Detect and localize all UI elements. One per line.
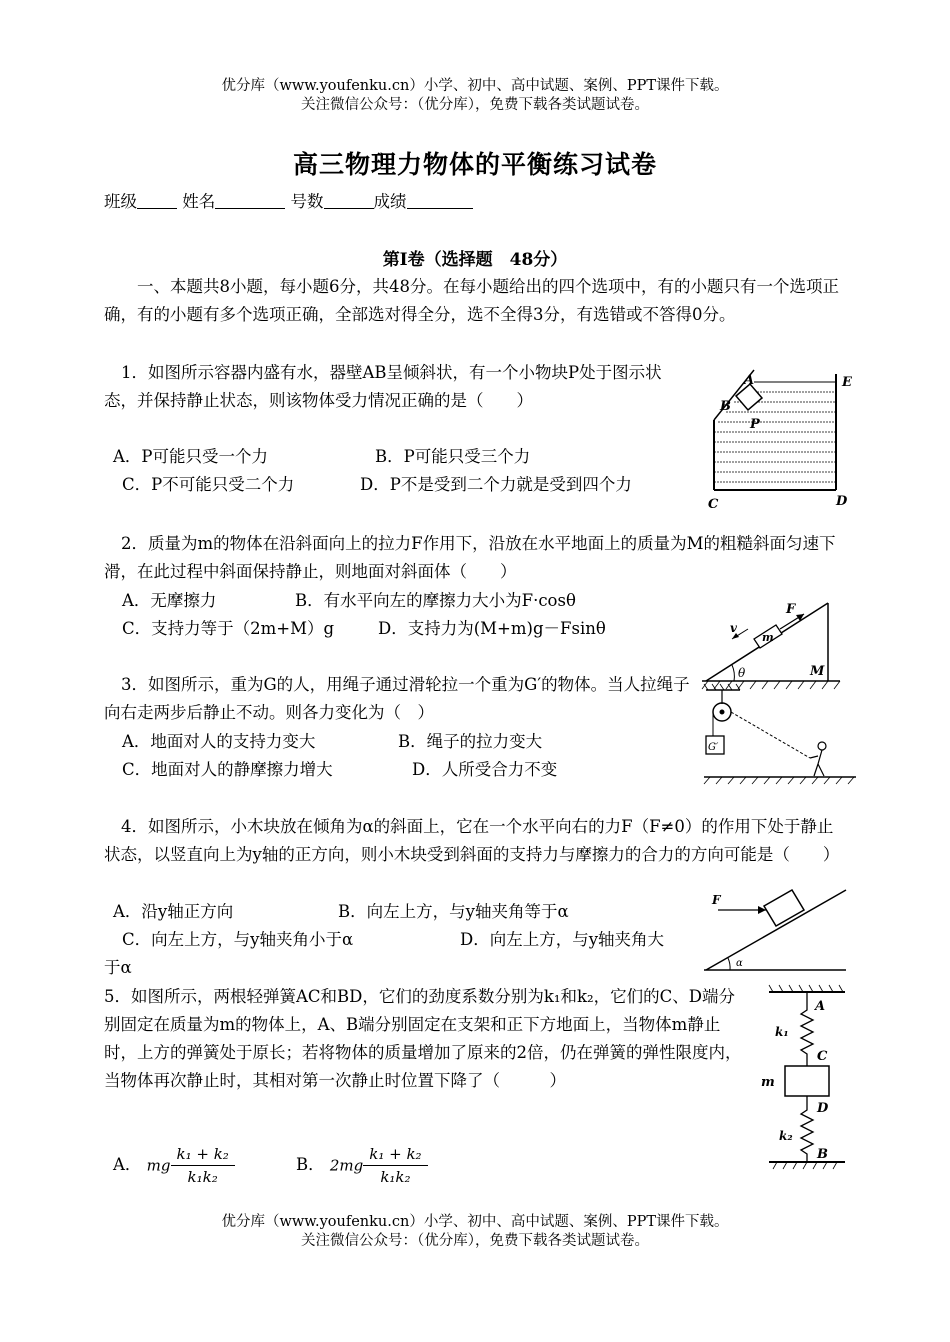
q5-stem: 5．如图所示，两根轻弹簧AC和BD，它们的劲度系数分别为k₁和k₂，它们的C、D端分别固定在质量为m的物体上，A、B端分别固定在支架和正下方地面上，当物体m静止时，上方的弹簧处于原长；若将物体的质量增加了原来的2倍，仍在弹簧的弹性限度内，当物体再次静止时，其相对第一次静止时位置下降了（ ） xyxy=(104,987,742,1090)
header-line-1: 优分库（www.youfenku.cn）小学、初中、高中试题、案例、PPT课件下载。 xyxy=(221,78,729,94)
q5-option-b-numerator: k₁ + k₂ xyxy=(363,1143,427,1166)
q5-option-b xyxy=(296,1140,428,1191)
q5-label-m: m xyxy=(761,1075,775,1090)
q3-label-g-prime: G′ xyxy=(708,742,719,753)
q4-stem: 4．如图所示，小木块放在倾角为α的斜面上，它在一个水平向右的力F（F≠0）的作用下处于静止状态，以竖直向上为y轴的正方向，则小木块受到斜面的支持力与摩擦力的合力的方向可能是（ ） xyxy=(104,817,840,864)
info-number-label: 号数 xyxy=(290,192,324,211)
q2-option-b: B．有水平向左的摩擦力大小为F·cosθ xyxy=(295,591,576,610)
q5-label-c: C xyxy=(817,1049,828,1064)
q3-pulley-figure xyxy=(700,680,860,790)
q5-spring-figure xyxy=(755,980,855,1170)
class-blank[interactable] xyxy=(137,190,177,209)
name-blank[interactable] xyxy=(215,190,285,209)
q2-option-c: C．支持力等于（2m+M）g xyxy=(122,619,335,638)
q5-label-k1: k₁ xyxy=(775,1025,789,1039)
q5-option-a-numerator: k₁ + k₂ xyxy=(171,1143,235,1166)
q5-option-b-label: B． xyxy=(296,1155,325,1174)
q1-option-c: C．P不可能只受二个力 xyxy=(122,475,295,494)
q1-option-b: B．P可能只受三个力 xyxy=(375,447,531,466)
q4-option-d: D．向左上方，与y轴夹角大于α xyxy=(104,930,665,977)
q5-option-b-fraction xyxy=(363,1143,427,1188)
footer-line-1: 优分库（www.youfenku.cn）小学、初中、高中试题、案例、PPT课件下载。 xyxy=(221,1214,729,1230)
q1-option-a: A．P可能只受一个力 xyxy=(113,447,269,466)
q3-option-b: B．绳子的拉力变大 xyxy=(398,732,543,751)
q1-stem: 1．如图所示容器内盛有水，器壁AB呈倾斜状，有一个小物块P处于图示状态，并保持静止状态，则该物体受力情况正确的是（ ） xyxy=(104,363,662,410)
q2-stem: 2．质量为m的物体在沿斜面向上的拉力F作用下，沿放在水平地面上的质量为M的粗糙斜面匀速下滑，在此过程中斜面保持静止，则地面对斜面体（ ） xyxy=(104,534,836,581)
q4-label-alpha: α xyxy=(736,958,743,969)
q1-label-d: D xyxy=(836,494,848,509)
number-blank[interactable] xyxy=(324,190,374,209)
q1-label-c: C xyxy=(708,497,719,512)
info-score-label: 成绩 xyxy=(373,192,407,211)
q5-option-a-coef: mg xyxy=(146,1156,171,1175)
q1-label-e: E xyxy=(842,375,852,390)
info-class-label: 班级 xyxy=(104,192,137,211)
q4-option-c: C．向左上方，与y轴夹角小于α xyxy=(122,930,354,949)
q5-option-a-label: A． xyxy=(113,1155,142,1174)
q3-option-a: A．地面对人的支持力变大 xyxy=(122,732,316,751)
q5-option-a-fraction xyxy=(171,1143,235,1188)
q4-option-a: A．沿y轴正方向 xyxy=(113,902,234,921)
info-name-label: 姓名 xyxy=(182,192,216,211)
q1-container-figure xyxy=(700,362,860,512)
q2-label-f: F xyxy=(786,602,796,617)
q5-label-k2: k₂ xyxy=(779,1129,793,1143)
q4-label-f: F xyxy=(712,893,721,907)
q1-label-a: A xyxy=(744,373,755,388)
q4-option-b: B．向左上方，与y轴夹角等于α xyxy=(338,902,569,921)
q1-label-b: B xyxy=(720,399,731,414)
score-blank[interactable] xyxy=(407,190,473,209)
q3-option-d: D．人所受合力不变 xyxy=(412,760,558,779)
q2-label-theta: θ xyxy=(738,666,746,680)
info-line xyxy=(104,188,473,216)
q5-label-a: A xyxy=(815,999,826,1014)
page-title: 高三物理力物体的平衡练习试卷 xyxy=(292,150,657,179)
q2-label-v: v xyxy=(730,621,737,635)
q5-option-b-coef: 2mg xyxy=(329,1156,364,1175)
q3-stem: 3．如图所示，重为G的人，用绳子通过滑轮拉一个重为G′的物体。当人拉绳子向右走两步后静止不动。则各力变化为（ ） xyxy=(104,675,690,722)
q2-option-a: A．无摩擦力 xyxy=(122,591,217,610)
q1-label-p: P xyxy=(750,417,760,432)
q2-label-m: m xyxy=(762,631,774,644)
section-heading: 第Ⅰ卷（选择题 48分） xyxy=(382,250,568,270)
q5-label-b: B xyxy=(817,1147,828,1162)
header-line-2: 关注微信公众号：（优分库），免费下载各类试题试卷。 xyxy=(301,97,649,113)
q5-option-b-denominator: k₁k₂ xyxy=(380,1168,411,1186)
q4-incline-figure xyxy=(700,880,850,975)
q5-label-d: D xyxy=(817,1101,829,1116)
instructions: 一、本题共8小题，每小题6分，共48分。在每小题给出的四个选项中，有的小题只有一个选项正确，有的小题有多个选项正确，全部选对得全分，选不全得3分，有选错或不答得0分。 xyxy=(104,277,839,324)
q1-option-d: D．P不是受到二个力就是受到四个力 xyxy=(360,475,632,494)
q3-option-c: C．地面对人的静摩擦力增大 xyxy=(122,760,333,779)
footer-line-2: 关注微信公众号：（优分库），免费下载各类试题试卷。 xyxy=(301,1233,649,1249)
q2-label-big-m: M xyxy=(810,664,825,679)
q5-option-a-denominator: k₁k₂ xyxy=(187,1168,218,1186)
q5-option-a xyxy=(113,1140,235,1191)
q2-option-d: D．支持力为(M+m)g－Fsinθ xyxy=(378,619,606,638)
